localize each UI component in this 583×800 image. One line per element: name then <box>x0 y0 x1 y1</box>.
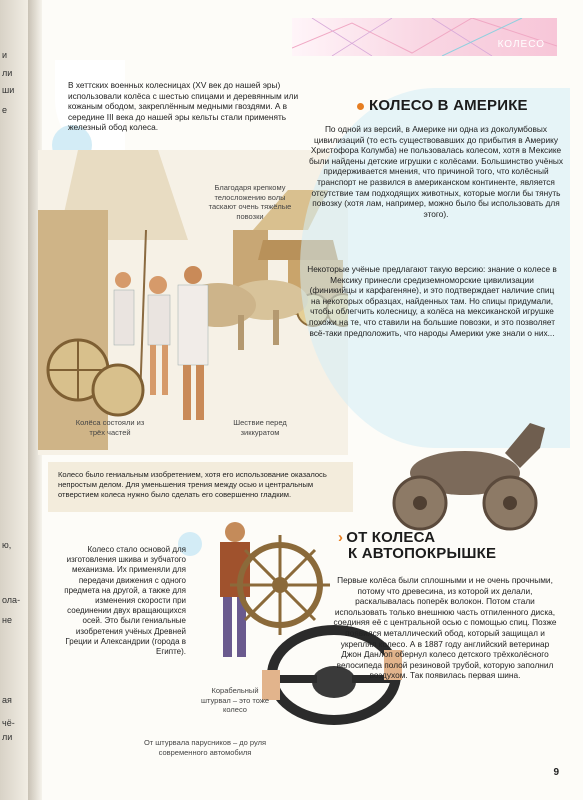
edge-fragment: и <box>2 50 8 60</box>
oxen-caption: Благодаря крепкому телосложению волы таскают очень тяжёлые повозки <box>208 183 292 221</box>
intro-text: В хеттских военных колесницах (XV век до нашей эры) использовали колёса с шестью спицами и деревянным или кожаным ободом, закреплённым медными гвоздями. А в середине III века до нашей эры кельты стали применять железный обод колеса. <box>68 80 299 132</box>
ship-wheel-caption: Корабельный штурвал – это тоже колесо <box>200 686 270 714</box>
tyre-heading <box>338 530 548 562</box>
edge-fragment: ола- <box>2 595 21 605</box>
genius-note-text: Колесо было гениальным изобретением, хотя его использование оказалось непростым делом. Для уменьшения трения между осью и центральным отверстием колеса нужно было сделать его совершенно гладким. <box>58 470 327 499</box>
bullet-icon <box>357 103 364 110</box>
edge-fragment: чё- <box>2 718 15 728</box>
arrow-icon: › <box>338 529 344 546</box>
tyre-title-1: ОТ КОЛЕСА <box>346 529 436 546</box>
edge-fragment: не <box>2 615 12 625</box>
edge-fragment: ли <box>2 68 13 78</box>
tyre-text: Первые колёса были сплошными и не очень прочными, потому что древесина, из которой их делали, раскалывалась поперёк волокон. Потом стали использовать только внешнюю часть отпиленного диска, соединяя её с центральной осью с помощью спиц. Позже появился металлический обод, который защищал и укреплял колесо. А в 1887 году английский ветеринар Джон Данлоп обернул колесо детского трёхколёсного велосипеда полой резиновой трубой, которую заполнил воздухом. Так появилась первая шина. <box>333 575 557 681</box>
procession-caption: Шествие перед зиккуратом <box>233 418 287 437</box>
edge-fragment: ая <box>2 695 12 705</box>
previous-page-edge <box>0 0 30 800</box>
edge-fragment: ши <box>2 85 15 95</box>
edge-fragment: е <box>2 105 8 115</box>
pulley-text: Колесо стало основой для изготовления шкива и зубчатого механизма. Их применяли для передачи движения с одного предмета на другой, а также для изменения скорости при соединении двух вращающихся осей. Это были гениальные изобретения учёных Древней Греции и Александрии (города в Египте). <box>64 545 186 657</box>
section-label: КОЛЕСО <box>497 39 545 50</box>
america-heading <box>357 98 567 114</box>
america-paragraph-1: По одной из версий, в Америке ни одна из доколумбовых цивилизаций (то есть существовавших до прибытия в Америку Христофора Колумба) не пользовалась колесом, хотя в Мексике были найдены детские игрушки с колёсами. Большинство учёных придерживается мнения, что причиной того, что колёсный транспорт не развился в американском континенте, является отсутствие там подходящих животных, которые могли бы тянуть повозку (хотя лам, например, можно было бы использовать для этого). <box>308 124 564 219</box>
header-decoration <box>292 18 557 56</box>
toy-horse-wheels <box>380 408 550 538</box>
america-title: КОЛЕСО В АМЕРИКЕ <box>369 97 528 114</box>
ox-cart-illustration <box>38 150 348 455</box>
edge-fragment: ли <box>2 732 13 742</box>
america-paragraph-2: Некоторые учёные предлагают такую версию: знание о колесе в Мексику принесли средиземноморские цивилизации (финикийцы и карфагеняне), и это подтверждает наличие спиц на некоторых образцах, найденных там. Но спицы придумали, чтобы облегчить колесницу, а колёса на мексиканской игрушке похожи на те, что ставили на большие повозки, и это позволяет всё-таки предположить, что народы Америки уже знали о них... <box>307 264 557 338</box>
edge-fragment: ю, <box>2 540 12 550</box>
section-header <box>292 18 557 56</box>
wheel-parts-caption: Колёса состояли из трёх частей <box>75 418 145 437</box>
tyre-title-2: К АВТОПОКРЫШКЕ <box>348 545 497 562</box>
page-number: 9 <box>553 767 559 778</box>
steering-caption: От штурвала парусников – до руля современного автомобиля <box>143 738 267 757</box>
